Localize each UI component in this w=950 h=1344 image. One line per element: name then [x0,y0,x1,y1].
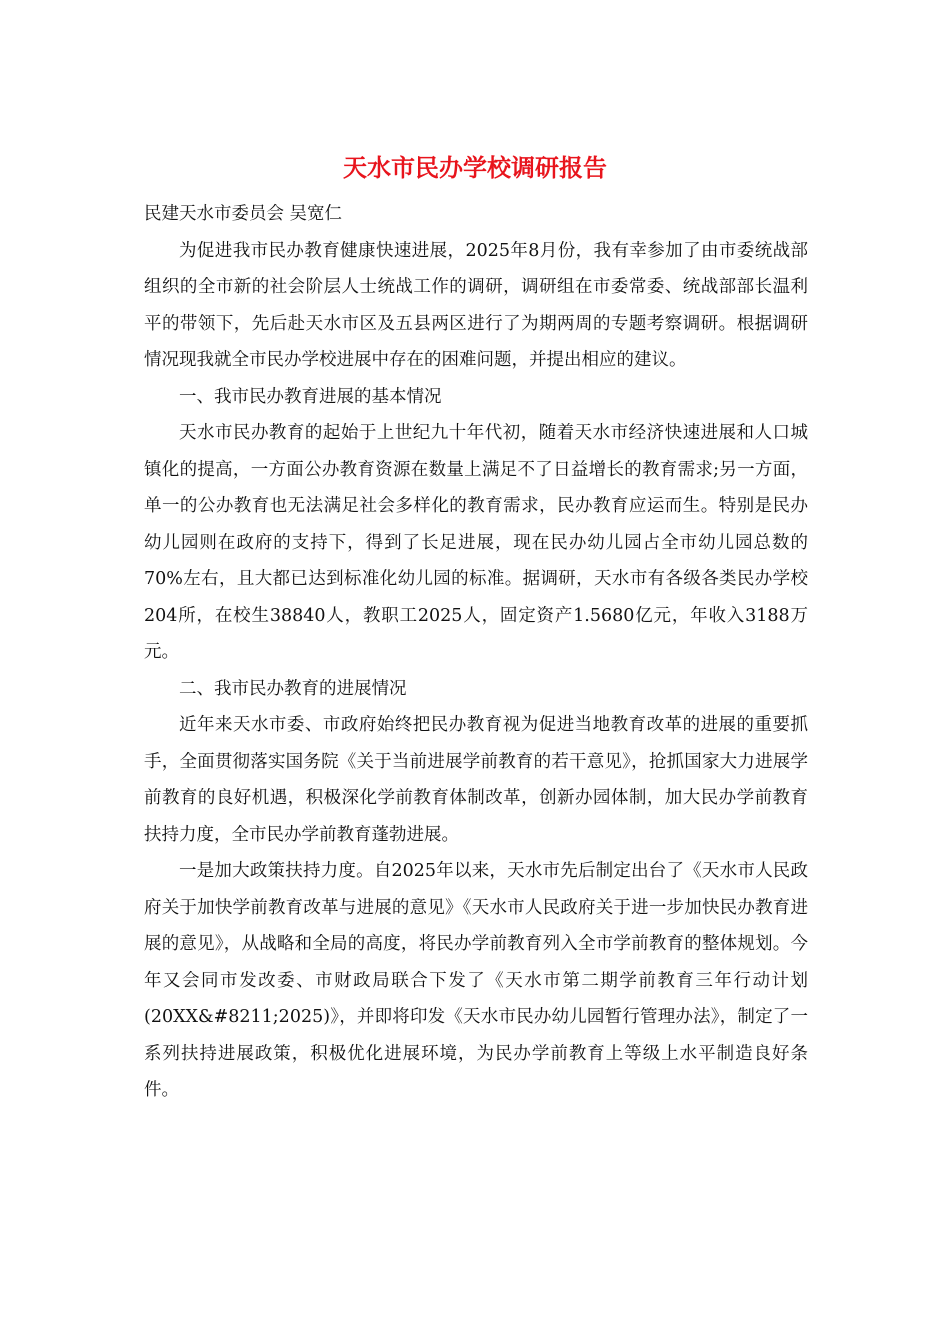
paragraph-progress: 近年来天水市委、市政府始终把民办教育视为促进当地教育改革的进展的重要抓手，全面贯彻落实国务院《关于当前进展学前教育的若干意见》，抢抓国家大力进展学前教育的良好机遇，积极深化学前教育体制改革，创新办园体制，加大民办学前教育扶持力度，全市民办学前教育蓬勃进展。 [144,715,808,845]
paragraph-policy-support: 一是加大政策扶持力度。自2025年以来，天水市先后制定出台了《天水市人民政府关于加快学前教育改革与进展的意见》《天水市人民政府关于进一步加快民办教育进展的意见》，从战略和全局的高度，将民办学前教育列入全市学前教育的整体规划。今年又会同市发改委、市财政局联合下发了《天水市第二期学前教育三年行动计划(20XX&#8211;2025)》，并即将印发《天水市民办幼儿园暂行管理办法》，制定了一系列扶持进展政策，积极优化进展环境，为民办学前教育上等级上水平制造良好条件。 [144,861,808,1100]
author-line: 民建天水市委员会 吴宽仁 [144,204,343,224]
paragraph-intro: 为促进我市民办教育健康快速进展，2025年8月份，我有幸参加了由市委统战部组织的全市新的社会阶层人士统战工作的调研，调研组在市委常委、统战部部长温利平的带领下，先后赴天水市区及五县两区进行了为期两周的专题考察调研。根据调研情况现我就全市民办学校进展中存在的困难问题，并提出相应的建议。 [144,240,808,370]
document-body [144,196,808,1109]
section-heading-1: 一、我市民办教育进展的基本情况 [179,386,442,407]
paragraph-basic-situation: 天水市民办教育的起始于上世纪九十年代初，随着天水市经济快速进展和人口城镇化的提高，一方面公办教育资源在数量上满足不了日益增长的教育需求;另一方面，单一的公办教育也无法满足社会多样化的教育需求，民办教育应运而生。特别是民办幼儿园则在政府的支持下，得到了长足进展，现在民办幼儿园占全市幼儿园总数的70%左右，且大都已达到标准化幼儿园的标准。据调研，天水市有各级各类民办学校204所，在校生38840人，教职工2025人，固定资产1.5680亿元，年收入3188万元。 [144,423,808,662]
document-title: 天水市民办学校调研报告 [343,153,607,182]
section-heading-2: 二、我市民办教育的进展情况 [179,678,407,699]
